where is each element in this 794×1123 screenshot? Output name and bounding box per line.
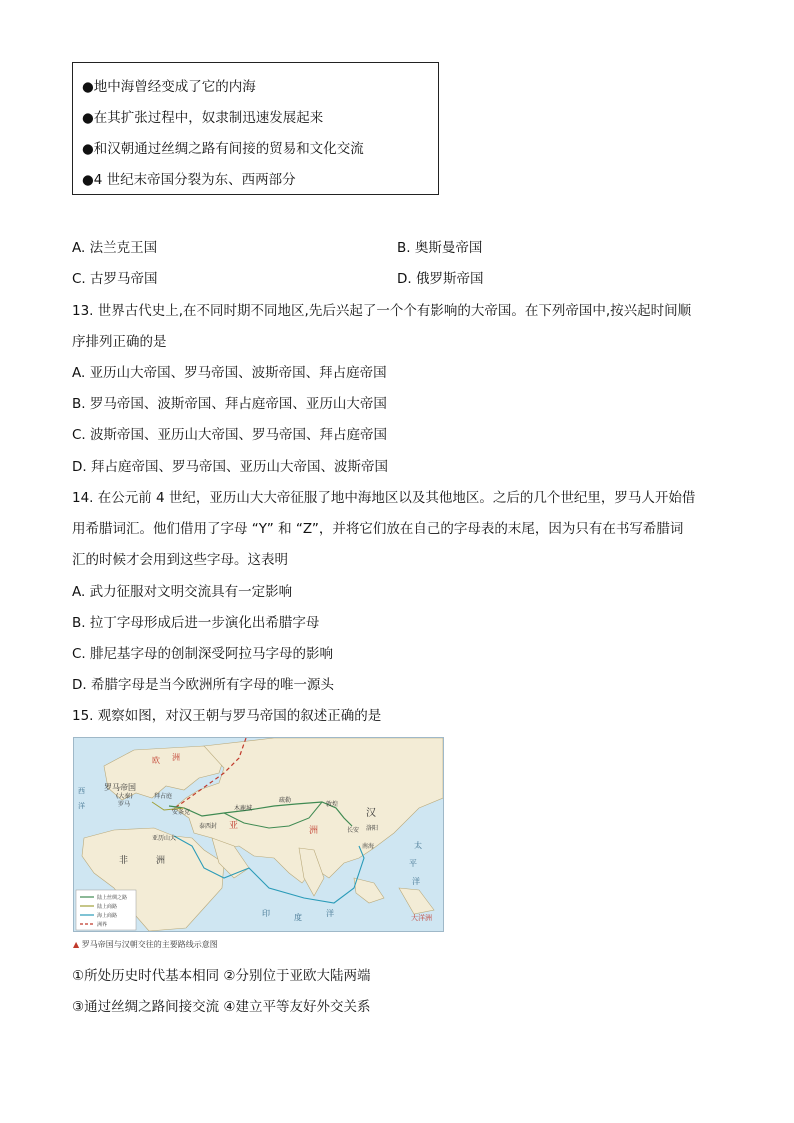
q14-option-d[interactable]: D. 希腊字母是当今欧洲所有字母的唯一源头 xyxy=(72,677,334,693)
label-merv: 木鹿城 xyxy=(234,805,253,812)
label-africa: 非 xyxy=(119,856,129,866)
route-map xyxy=(73,737,444,932)
q15-stem: 15. 观察如图，对汉王朝与罗马帝国的叙述正确的是 xyxy=(72,708,382,724)
label-pacific1: 太 xyxy=(414,841,422,850)
legend-boundary: 洲界 xyxy=(97,922,108,928)
label-asia: 亚 xyxy=(229,821,239,831)
label-west1: 西 xyxy=(78,787,85,795)
clue-item: ●和汉朝通过丝绸之路有间接的贸易和文化交流 xyxy=(82,141,364,157)
q14-stem-line2: 用希腊词汇。他们借用了字母 “Y” 和 “Z”，并将它们放在自己的字母表的末尾，因为只有在书写希腊词 xyxy=(72,521,684,537)
clue-box xyxy=(72,62,439,195)
legend-sea-route: 海上商路 xyxy=(97,913,118,919)
clue-item: ●4 世纪末帝国分裂为东、西两部分 xyxy=(82,172,296,188)
label-alexandria: 亚历山大 xyxy=(152,835,177,842)
label-nanhai: 南海 xyxy=(362,843,375,850)
label-indian-ocean3: 洋 xyxy=(326,909,334,918)
q13-option-a[interactable]: A. 亚历山大帝国、罗马帝国、波斯帝国、拜占庭帝国 xyxy=(72,365,387,381)
label-indian-ocean2: 度 xyxy=(294,913,302,922)
label-luoyang: 洛阳 xyxy=(366,825,379,832)
label-pacific2: 平 xyxy=(409,859,417,868)
route-map-svg xyxy=(74,738,443,931)
label-west2: 洋 xyxy=(78,802,85,810)
q13-stem-line1: 13. 世界古代史上,在不同时期不同地区,先后兴起了一个个有影响的大帝国。在下列帝国中,按兴起时间顺 xyxy=(72,303,692,319)
label-changan: 长安 xyxy=(347,827,360,834)
caption-text: 罗马帝国与汉朝交往的主要路线示意图 xyxy=(81,940,218,949)
q13-option-c[interactable]: C. 波斯帝国、亚历山大帝国、罗马帝国、拜占庭帝国 xyxy=(72,427,388,443)
label-pacific3: 洋 xyxy=(412,877,420,886)
q12-option-c[interactable]: C. 古罗马帝国 xyxy=(72,271,158,287)
label-europe2: 洲 xyxy=(172,753,180,762)
q15-statements-line1: ①所处历史时代基本相同 ②分别位于亚欧大陆两端 xyxy=(72,968,371,984)
label-kashgar: 疏勒 xyxy=(279,797,292,804)
map-legend xyxy=(76,890,136,930)
label-asia2: 洲 xyxy=(309,826,319,836)
label-rome: 罗马 xyxy=(118,801,131,808)
q14-option-b[interactable]: B. 拉丁字母形成后进一步演化出希腊字母 xyxy=(72,615,320,631)
label-dunhuang: 敦煌 xyxy=(326,801,339,808)
q15-statements-line2: ③通过丝绸之路间接交流 ④建立平等友好外交关系 xyxy=(72,999,371,1015)
label-indian-ocean1: 印 xyxy=(262,909,270,918)
label-rome-sub: (大秦) xyxy=(116,793,133,800)
q12-option-a[interactable]: A. 法兰克王国 xyxy=(72,240,158,256)
label-han: 汉 xyxy=(366,808,376,819)
q13-stem-line2: 序排列正确的是 xyxy=(72,334,167,350)
label-ctesiphon: 泰西封 xyxy=(199,823,218,830)
label-byzantium: 拜占庭 xyxy=(154,793,173,800)
legend-land-route: 陆上商路 xyxy=(97,904,118,910)
q14-stem-line3: 汇的时候才会用到这些字母。这表明 xyxy=(72,552,288,568)
label-europe: 欧 xyxy=(152,756,160,765)
map-caption xyxy=(73,939,218,950)
q12-option-d[interactable]: D. 俄罗斯帝国 xyxy=(397,271,484,287)
clue-item: ●地中海曾经变成了它的内海 xyxy=(82,79,256,95)
clue-item: ●在其扩张过程中，奴隶制迅速发展起来 xyxy=(82,110,324,126)
label-africa2: 洲 xyxy=(156,856,166,866)
q13-option-b[interactable]: B. 罗马帝国、波斯帝国、拜占庭帝国、亚历山大帝国 xyxy=(72,396,387,412)
label-rome-empire: 罗马帝国 xyxy=(104,783,136,792)
label-antioch: 安条克 xyxy=(172,809,191,816)
q13-option-d[interactable]: D. 拜占庭帝国、罗马帝国、亚历山大帝国、波斯帝国 xyxy=(72,459,388,475)
legend-silk-road: 陆上丝绸之路 xyxy=(97,895,128,901)
q14-option-c[interactable]: C. 腓尼基字母的创制深受阿拉马字母的影响 xyxy=(72,646,334,662)
caption-triangle-icon: ▲ xyxy=(73,940,80,949)
q12-option-b[interactable]: B. 奥斯曼帝国 xyxy=(397,240,483,256)
label-oceania: 大洋洲 xyxy=(411,914,432,922)
q14-stem-line1: 14. 在公元前 4 世纪，亚历山大大帝征服了地中海地区以及其他地区。之后的几个世纪里，罗马人开始借 xyxy=(72,490,696,506)
q14-option-a[interactable]: A. 武力征服对文明交流具有一定影响 xyxy=(72,584,293,600)
